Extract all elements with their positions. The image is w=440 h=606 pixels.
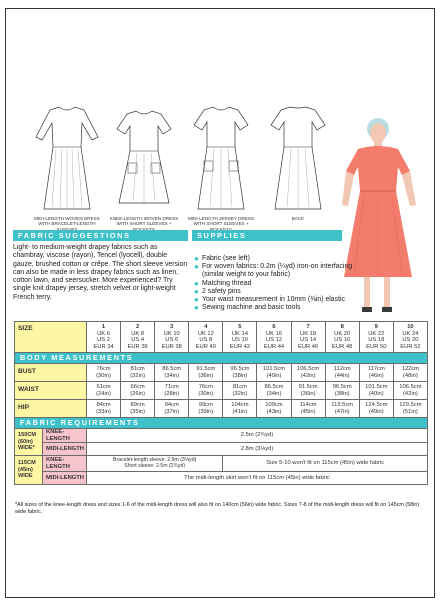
- table-cell: 124.5cm (49in): [359, 400, 393, 418]
- width-150-label: 150CM (60in) WIDE*: [15, 429, 43, 456]
- table-cell: 76cm (30in): [189, 382, 223, 400]
- list-item: ● Your waist measurement in 10mm (⅜in) elastic: [194, 295, 345, 305]
- table-row: [15, 364, 428, 382]
- fabric-requirements-heading: FABRIC REQUIREMENTS: [15, 418, 428, 429]
- table-cell: The midi-length skirt won't fit on 115cm (45in) wide fabric: [87, 472, 428, 485]
- table-cell: 101.5cm (40in): [257, 364, 291, 382]
- fabric-suggestions-text: Light- to medium-weight drapey fabrics such as chambray, viscose (rayon), Tencel (lyocell), double gauze, brushed cotton or crêpe. The short sleeve version can also be made in less drapey fabrics such as linen, cotton lawn, and seersucker. More experienced? Try single knit drapey jersey, stretch velvet or light-weight French terry.: [13, 244, 188, 301]
- size-cell: 5 UK 14 US 10 EUR 42: [223, 322, 257, 353]
- dress-flat-drawing: [109, 99, 179, 214]
- list-item: ● For woven fabrics: 0.2m (¼yd) iron-on interfacing (similar weight to your fabric): [194, 262, 353, 279]
- table-cell: 106.5cm (42in): [291, 364, 325, 382]
- list-item: ● Fabric (see left): [194, 254, 250, 263]
- dress-flat-drawing: [32, 99, 102, 214]
- table-row: [15, 382, 428, 400]
- size-chart-table: [14, 321, 428, 485]
- table-cell: 112cm (44in): [325, 364, 359, 382]
- row-label: WAIST: [15, 382, 87, 400]
- size-cell: 3 UK 10 US 6 EUR 38: [155, 322, 189, 353]
- flat-caption: BACK: [291, 216, 305, 221]
- table-cell: 106.5cm (42in): [393, 382, 427, 400]
- table-cell: 86.5cm (34in): [155, 364, 189, 382]
- flat-caption: MIDI-LENGTH WOVEN DRESS WITH BRACELET-LENGTH: [34, 216, 100, 227]
- size-cell: 9 UK 22 US 18 EUR 50: [359, 322, 393, 353]
- midi-length-label: MIDI-LENGTH: [43, 472, 87, 485]
- table-row: [15, 472, 428, 485]
- flat-caption: KNEE-LENGTH WOVEN DRESS WITH SHORT SLEEVES +: [109, 216, 179, 227]
- size-cell: 10 UK 24 US 20 EUR 52: [393, 322, 427, 353]
- table-cell: 89cm (35in): [121, 400, 155, 418]
- table-cell: 99cm (39in): [189, 400, 223, 418]
- table-cell: 2.8m (3⅛yd): [87, 443, 428, 456]
- table-cell: 76cm (30in): [87, 364, 121, 382]
- table-row: [15, 456, 428, 472]
- size-cell: 8 UK 20 US 16 EUR 48: [325, 322, 359, 353]
- table-row: [15, 322, 428, 353]
- technical-flats: [32, 99, 332, 244]
- fabric-suggestions-heading: FABRIC SUGGESTIONS: [13, 230, 188, 241]
- flat-knee-woven: [109, 99, 179, 232]
- table-cell: 86.5cm (34in): [257, 382, 291, 400]
- supplies-heading: SUPPLIES: [192, 230, 342, 241]
- table-row: [15, 418, 428, 429]
- size-cell: 1 UK 6 US 2 EUR 34: [87, 322, 121, 353]
- supplies-list: [194, 255, 354, 312]
- table-cell: Bracelet-length sleeve: 2.9m (3⅛yd) Short sleeve: 2.5m (2¾yd): [87, 456, 223, 472]
- table-row: [15, 400, 428, 418]
- table-cell: 109cm (43in): [257, 400, 291, 418]
- list-item: ● Sewing machine and basic tools: [194, 303, 301, 313]
- size-cell: 6 UK 16 US 12 EUR 44: [257, 322, 291, 353]
- table-cell: 122cm (48in): [393, 364, 427, 382]
- table-cell: 66cm (26in): [121, 382, 155, 400]
- width-115-label: 115CM (45in) WIDE: [15, 456, 43, 485]
- table-row: [15, 443, 428, 456]
- table-row: [15, 353, 428, 364]
- table-cell: 129.5cm (51in): [393, 400, 427, 418]
- pattern-sheet: [5, 8, 435, 598]
- table-cell: 119.5cm (47in): [325, 400, 359, 418]
- dress-flat-drawing: [263, 99, 333, 214]
- flat-caption: MIDI-LENGTH JERSEY DRESS WITH SHORT SLEEVES +: [187, 216, 255, 227]
- table-cell: 91.5cm (36in): [291, 382, 325, 400]
- table-cell: 81cm (32in): [223, 382, 257, 400]
- table-cell: 101.5cm (40in): [359, 382, 393, 400]
- table-cell: 84cm (33in): [87, 400, 121, 418]
- flat-midi-jersey: [186, 99, 256, 232]
- size-cell: 4 UK 12 US 8 EUR 40: [189, 322, 223, 353]
- table-cell: 114cm (45in): [291, 400, 325, 418]
- dress-flat-drawing: [186, 99, 256, 214]
- table-cell: 96.5cm (38in): [223, 364, 257, 382]
- list-item: ● 2 safety pins: [194, 286, 241, 296]
- table-cell: 71cm (28in): [155, 382, 189, 400]
- size-cell: 2 UK 8 US 4 EUR 36: [121, 322, 155, 353]
- table-cell: 94cm (37in): [155, 400, 189, 418]
- midi-length-label: MIDI-LENGTH: [43, 443, 87, 456]
- table-cell: 117cm (46in): [359, 364, 393, 382]
- table-cell: 2.5m (2¾yd): [87, 429, 428, 443]
- flat-midi-woven: [32, 99, 102, 232]
- table-cell: 104cm (41in): [223, 400, 257, 418]
- table-cell: 96.5cm (38in): [325, 382, 359, 400]
- footnote: *All sizes of the knee-length dress and sizes 1-6 of the midi-length dress will also fit on 140cm (56in) wide fabric. Sizes 7-8 of the midi-length dress will fit on 145cm (58in) wide fabric.: [15, 502, 420, 515]
- table-cell: 81cm (32in): [121, 364, 155, 382]
- size-cell: 7 UK 18 US 14 EUR 46: [291, 322, 325, 353]
- knee-length-label: KNEE-LENGTH: [43, 429, 87, 443]
- flat-back: [263, 99, 333, 221]
- knee-length-label: KNEE-LENGTH: [43, 456, 87, 472]
- row-label: HIP: [15, 400, 87, 418]
- table-cell: 61cm (24in): [87, 382, 121, 400]
- row-label: BUST: [15, 364, 87, 382]
- list-item: ● Matching thread: [194, 278, 252, 288]
- table-cell: Size 5-10 won't fit on 115cm (45in) wide fabric: [223, 456, 428, 472]
- table-row: [15, 429, 428, 443]
- table-cell: 91.5cm (36in): [189, 364, 223, 382]
- size-label: SIZE: [15, 322, 87, 353]
- body-measurements-heading: BODY MEASUREMENTS: [15, 353, 428, 364]
